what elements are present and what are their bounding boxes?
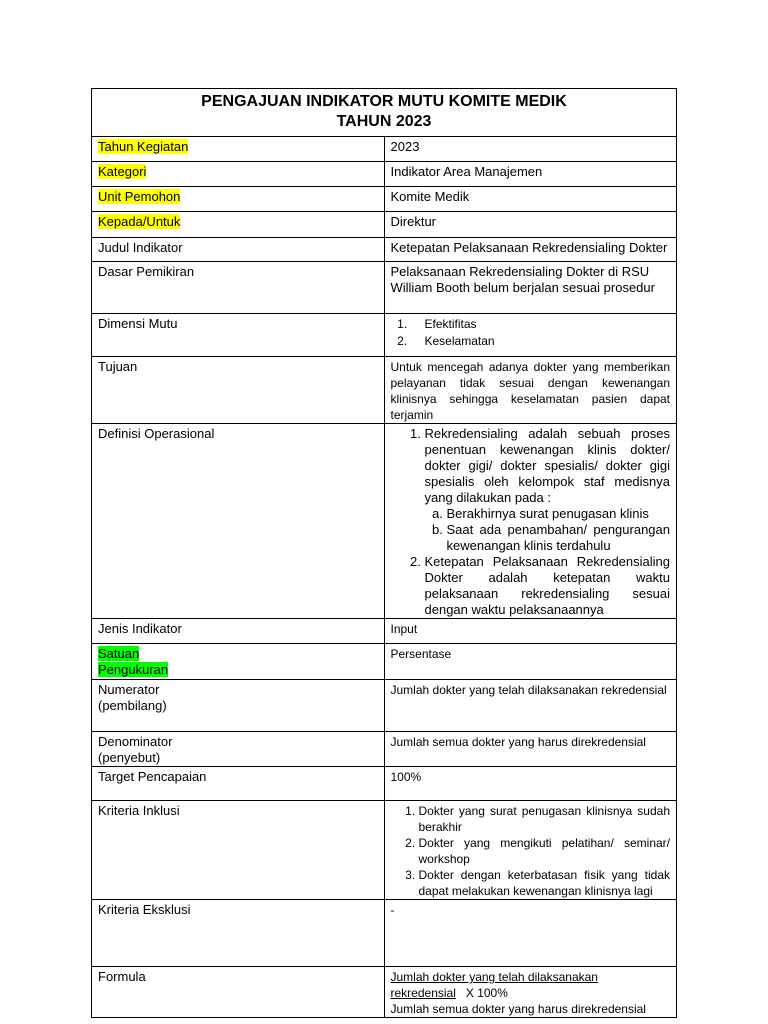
row-kategori [92,162,677,187]
value-numerator: Jumlah dokter yang telah dilaksanakan rekredensial [390,683,667,697]
formula-numerator: Jumlah dokter yang telah dilaksanakan rekredensial [390,970,598,1000]
definisi-item: 2. Ketepatan Pelaksanaan Rekredensialing Dokter adalah ketepatan waktu pelaksanaan rekredensialing sesuai dengan waktu pelaksanaannya [425,554,671,618]
value-denominator: Jumlah semua dokter yang harus direkredensial [390,735,646,749]
label-target-pencapaian: Target Pencapaian [98,769,207,784]
formula-denominator: Jumlah semua dokter yang harus direkredensial [390,1002,646,1016]
value-satuan-pengukuran: Persentase [390,647,452,661]
row-satuan [92,644,677,680]
indicator-document [91,88,677,1018]
label-kepada-untuk: Kepada/Untuk [98,214,181,229]
label-tujuan: Tujuan [98,359,138,374]
definisi-item [425,426,671,554]
definisi-subitem: b. Saat ada penambahan/ pengurangan kewenangan klinis terdahulu [447,522,671,554]
row-tahun [92,137,677,162]
row-unit [92,187,677,212]
row-jenis [92,619,677,644]
label-unit-pemohon: Unit Pemohon [98,189,181,204]
title-line-1: PENGAJUAN INDIKATOR MUTU KOMITE MEDIK [201,93,567,110]
inklusi-item: 1. Dokter yang surat penugasan klinisnya sudah berakhir [419,803,671,835]
row-eksklusi [92,900,677,967]
row-denominator [92,732,677,767]
label-jenis-indikator: Jenis Indikator [98,621,182,636]
value-jenis-indikator: Input [390,622,418,636]
value-dasar-pemikiran: Pelaksanaan Rekredensialing Dokter di RSU William Booth belum berjalan sesuai prosedur [390,264,655,295]
row-tujuan [92,357,677,424]
value-tahun-kegiatan: 2023 [390,139,420,154]
inklusi-list [401,803,671,899]
definisi-list [407,426,671,618]
dimensi-item: 1. Efektifitas [411,316,671,333]
label-kriteria-inklusi: Kriteria Inklusi [98,803,180,818]
value-unit-pemohon: Komite Medik [390,189,470,204]
row-dasar [92,262,677,314]
value-kategori: Indikator Area Manajemen [390,164,543,179]
definisi-item-1-text: Rekredensialing adalah sebuah proses penentuan kewenangan klinis dokter/ dokter gigi/ dokter spesialis/ dokter gigi spesialis oleh kelompok staf medisnya yang dilakukan pada : [424,426,670,505]
value-target-pencapaian: 100% [390,770,422,784]
value-kepada-untuk: Direktur [390,214,437,229]
inklusi-item: 3. Dokter dengan keterbatasan fisik yang tidak dapat melakukan kewenangan klinisnya lagi [419,867,671,899]
title-line-2: TAHUN 2023 [336,113,432,130]
label-judul-indikator: Judul Indikator [98,240,183,255]
value-judul-indikator: Ketepatan Pelaksanaan Rekredensialing Dokter [390,240,668,255]
dimensi-item: 2. Keselamatan [411,333,671,350]
row-definisi [92,424,677,619]
row-target [92,767,677,801]
row-judul [92,238,677,262]
value-kriteria-eksklusi: - [390,903,395,917]
label-tahun-kegiatan: Tahun Kegiatan [98,139,189,154]
formula-multiplier: X 100% [465,986,508,1000]
label-dimensi-mutu: Dimensi Mutu [98,316,178,331]
value-tujuan: Untuk mencegah adanya dokter yang memberikan pelayanan tidak sesuai dengan kewenangan klinisnya sehingga keselamatan pasien dapat terjamin [390,360,670,422]
label-penyebut: (penyebut) [98,750,161,765]
formula-expression [391,969,671,1001]
row-dimensi [92,314,677,357]
label-denominator: Denominator [98,734,173,749]
indicator-table [91,88,677,1018]
definisi-subitem: a. Berakhirnya surat penugasan klinis [447,506,671,522]
dimensi-list [391,316,671,350]
document-title [92,89,677,137]
label-dasar-pemikiran: Dasar Pemikiran [98,264,195,279]
label-formula: Formula [98,969,146,984]
title-row [92,89,677,137]
label-numerator: Numerator [98,682,160,697]
row-inklusi [92,801,677,900]
row-kepada [92,212,677,238]
label-kriteria-eksklusi: Kriteria Eksklusi [98,902,191,917]
row-numerator [92,680,677,732]
label-definisi-operasional: Definisi Operasional [98,426,215,441]
label-pengukuran: Pengukuran [98,662,169,677]
definisi-sublist [425,506,671,554]
inklusi-item: 2. Dokter yang mengikuti pelatihan/ seminar/ workshop [419,835,671,867]
row-formula [92,967,677,1018]
label-satuan: Satuan [98,646,140,661]
label-pembilang: (pembilang) [98,698,167,713]
label-kategori: Kategori [98,164,147,179]
